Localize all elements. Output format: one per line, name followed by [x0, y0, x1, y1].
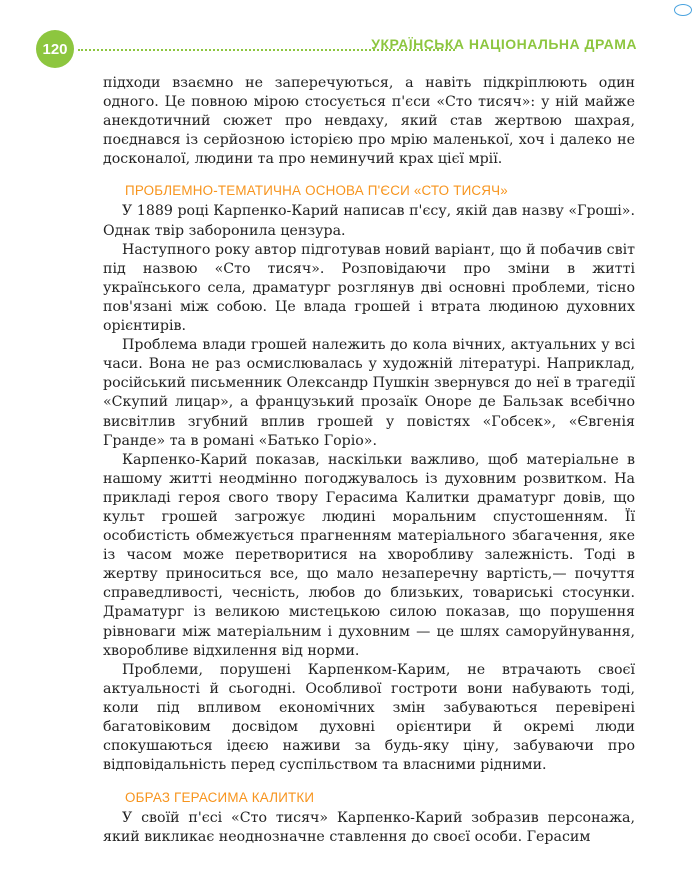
paragraph: Проблема влади грошей належить до кола вічних, актуальних у всі часи. Вона не раз осмислювалась у художній літературі. Наприклад, російський письменник Олександр Пушкін звернувся до неї в трагедії «Скупий лицар», а французький прозаїк Оноре де Бальзак всебічно висвітлив згубний вплив грошей у повістях «Гобсек», «Євгенія Гранде» та в романі «Батько Горіо».	[103, 337, 635, 449]
intro-paragraph: підходи взаємно не заперечуються, а навіть підкріплюють один одного. Це повною мірою стосується п'єси «Сто тисяч»: у ній майже анекдотичний сюжет про невдаху, який став жертвою шахрая, поєднався із серйозною історією про мрію маленької, хоч і далеко не досконалої, людини та про неминучий крах цієї мрії.	[103, 75, 635, 168]
section-heading-thematic-basis: ПРОБЛЕМНО-ТЕМАТИЧНА ОСНОВА П'ЄСИ «СТО ТИСЯЧ»	[125, 183, 508, 199]
paragraph: У своїй п'єсі «Сто тисяч» Карпенко-Карий зобразив персонажа, який викликає неоднозначне ставлення до своєї особи. Герасим	[103, 810, 635, 846]
paragraph: Наступного року автор підготував новий варіант, що й побачив світ під назвою «Сто тисяч». Розповідаючи про зміни в житті українського села, драматург розглянув дві основні проблеми, тісно пов'язані між собою. Це влада грошей і втрата людиною духовних орієнтирів.	[103, 241, 635, 335]
corner-logo	[674, 4, 692, 16]
page-number: 120	[36, 30, 74, 68]
paragraph: Проблеми, порушені Карпенком-Карим, не втрачають своєї актуальності й сьогодні. Особливої гостроти вони набувають тоді, коли під впливом економічних змін забуваються перевірені багатовіковим досвідом духовні орієнтири й окремі люди спокушаються ідеєю наживи за будь-яку ціну, забуваючи про відповідальність перед суспільством та власними рідними.	[103, 661, 635, 774]
paragraph: Карпенко-Карий показав, наскільки важливо, щоб матеріальне в нашому житті неодмінно погоджувалось із духовним розвитком. На прикладі героя свого твору Герасима Калитки драматург довів, що культ грошей загрожує людині моральним спустошенням. Її особистість обмежується прагненням матеріального збагачення, яке із часом може перетворитися на хворобливу залежність. Тоді в жертву приноситься все, що мало незаперечну вартість,— почуття справедливості, чесність, любов до близьких, товариські стосунки. Драматург із великою мистецькою силою показав, що порушення рівноваги між матеріальним і духовним — це шлях саморуйнування, хворобливе відхилення від норми.	[103, 451, 635, 659]
paragraph: У 1889 році Карпенко-Карий написав п'єсу, якій дав назву «Гроші». Однак твір заборонила цензура.	[103, 203, 635, 239]
page-content	[103, 74, 635, 847]
running-header-title: УКРАЇНСЬКА НАЦІОНАЛЬНА ДРАМА	[371, 36, 637, 52]
section-heading-gerasym-image: ОБРАЗ ГЕРАСИМА КАЛИТКИ	[125, 790, 315, 806]
